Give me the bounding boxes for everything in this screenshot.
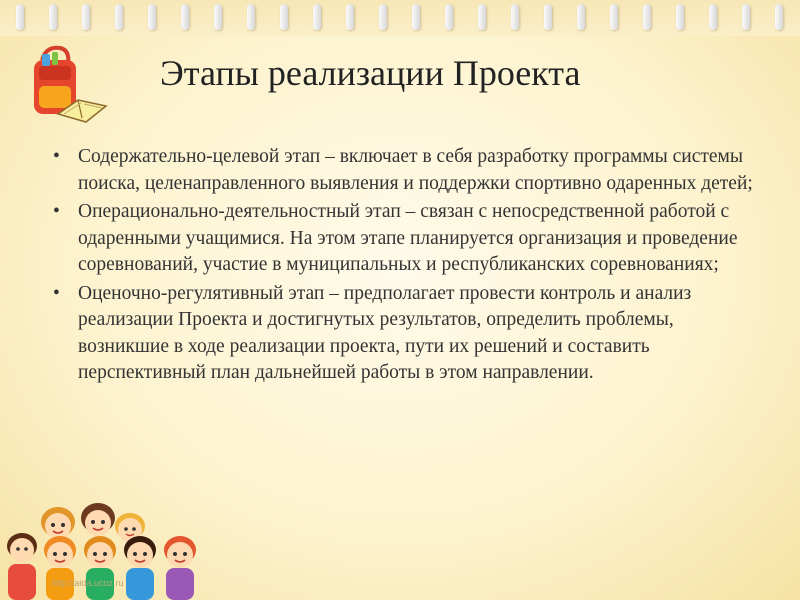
list-item [53, 281, 763, 387]
binding-ring-icon [379, 4, 387, 30]
bullet-icon: • [53, 282, 60, 304]
binding-ring-icon [313, 4, 321, 30]
bullet-icon: • [53, 201, 60, 222]
watermark: http://aida.ucoz.ru [52, 578, 124, 588]
binding-ring-icon [544, 4, 552, 30]
list-item [53, 199, 763, 279]
binding-ring-icon [148, 4, 156, 30]
binding-ring-icon [181, 4, 189, 30]
binding-ring-icon [16, 4, 24, 30]
binding-ring-icon [445, 4, 453, 30]
binding-ring-icon [412, 4, 420, 30]
list-item-text: Содержательно-целевой этап – включает в себя разработку программы системы поиска, целенаправленного выявления и поддержки спортивно одаренных детей; [78, 146, 753, 194]
list-item-text: Оценочно-регулятивный этап – предполагает провести контроль и анализ реализации Проекта и достигнутых результатов, определить проблемы, возникшие в ходе реализации проекта, пути их решений и составить перспективный план дальнейшей работы в этом направлении. [78, 282, 692, 383]
binding-ring-icon [511, 4, 519, 30]
schoolbag-icon [20, 42, 110, 126]
binding-ring-icon [709, 4, 717, 30]
binding-ring-icon [115, 4, 123, 30]
binding-ring-icon [280, 4, 288, 30]
bullet-list [53, 144, 763, 389]
slide-title: Этапы реализации Проекта [160, 53, 581, 93]
binding-ring-icon [49, 4, 57, 30]
list-item-text: Операционально-деятельностный этап – связан с непосредственной работой с одаренными учащимися. На этом этапе планируется организация и проведение соревнований, участие в муниципальных и республиканских соревнованиях; [78, 201, 738, 275]
binding-ring-icon [82, 4, 90, 30]
binding-ring-icon [346, 4, 354, 30]
binding-ring-icon [577, 4, 585, 30]
binding-ring-icon [775, 4, 783, 30]
bullet-icon: • [53, 146, 60, 167]
notebook-binding [0, 0, 800, 36]
binding-ring-icon [478, 4, 486, 30]
binding-ring-icon [676, 4, 684, 30]
list-item [53, 144, 763, 197]
binding-ring-icon [643, 4, 651, 30]
binding-ring-icon [247, 4, 255, 30]
binding-ring-icon [610, 4, 618, 30]
binding-ring-icon [742, 4, 750, 30]
binding-ring-icon [214, 4, 222, 30]
